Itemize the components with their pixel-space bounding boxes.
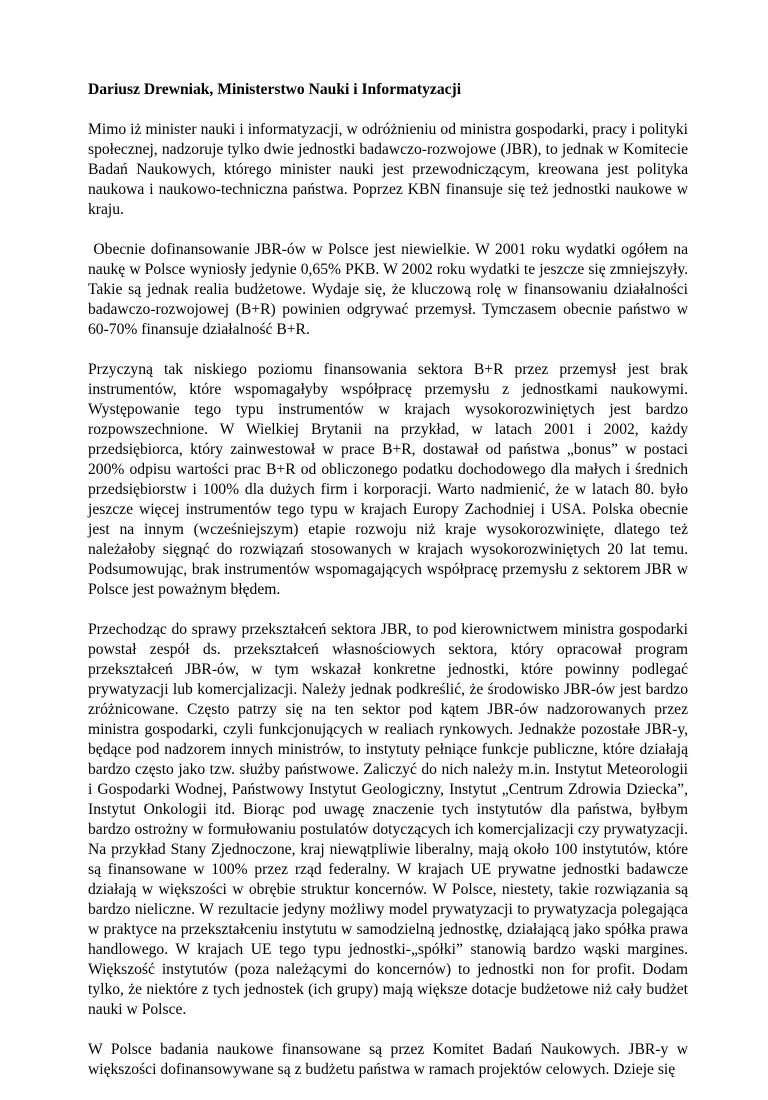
paragraph-5: W Polsce badania naukowe finansowane są przez Komitet Badań Naukowych. JBR-y w większości dofinansowywane są z budżetu państwa w ramach projektów celowych. Dzieje się bbox=[88, 1041, 688, 1078]
document-page bbox=[88, 80, 692, 1100]
paragraph-3: Przyczyną tak niskiego poziomu finansowania sektora B+R przez przemysł jest brak instrumentów, które wspomagałyby współpracę przemysłu z jednostkami naukowymi. Występowanie tego typu instrumentów w krajach wysokorozwiniętych jest bardzo rozpowszechnione. W Wielkiej Brytanii na przykład, w latach 2001 i 2002, każdy przedsiębiorca, który zainwestował w prace B+R, dostawał od państwa „bonus” w postaci 200% odpisu wartości prac B+R od obliczonego podatku dochodowego dla małych i średnich przedsiębiorstw i 100% dla dużych firm i korporacji. Warto nadmienić, że w latach 80. było jeszcze więcej instrumentów tego typu w krajach Europy Zachodniej i USA. Polska obecnie jest na innym (wcześniejszym) etapie rozwoju niż kraje wysokorozwinięte, dlatego też należałoby sięgnąć do rozwiązań stosowanych w krajach wysokorozwiniętych 20 lat temu. Podsumowując, brak instrumentów wspomagających współpracę przemysłu z sektorem JBR w Polsce jest poważnym błędem. bbox=[88, 361, 688, 598]
paragraph-4: Przechodząc do sprawy przekształceń sektora JBR, to pod kierownictwem ministra gospodarki powstał zespół ds. przekształceń własnościowych sektora, który opracował program przekształceń JBR-ów, w tym wskazał konkretne jednostki, które powinny podlegać prywatyzacji lub komercjalizacji. Należy jednak podkreślić, że środowisko JBR-ów jest bardzo zróżnicowane. Często patrzy się na ten sektor pod kątem JBR-ów nadzorowanych przez ministra gospodarki, czyli funkcjonujących w realiach rynkowych. Jednakże pozostałe JBR-y, będące pod nadzorem innych ministrów, to instytuty pełniące funkcje publiczne, które działają bardzo często jako tzw. służby państwowe. Zaliczyć do nich należy m.in. Instytut Meteorologii i Gospodarki Wodnej, Państwowy Instytut Geologiczny, Instytut „Centrum Zdrowia Dziecka”, Instytut Onkologii itd. Biorąc pod uwagę znaczenie tych instytutów dla państwa, byłbym bardzo ostrożny w formułowaniu postulatów dotyczących ich komercjalizacji czy prywatyzacji. Na przykład Stany Zjednoczone, kraj niewątpliwie liberalny, mają około 100 instytutów, które są finansowane w 100% przez rząd federalny. W krajach UE prywatne jednostki badawcze działają w większości w obrębie struktur koncernów. W Polsce, niestety, takie rozwiązania są bardzo nieliczne. W rezultacie jedyny możliwy model prywatyzacji to prywatyzacja polegająca w praktyce na przekształceniu instytutu w samodzielną jednostkę, działającą jako spółka prawa handlowego. W krajach UE tego typu jednostki-„spółki” stanowią bardzo wąski margines. Większość instytutów (poza należącymi do koncernów) to jednostki non for profit. Dodam tylko, że niektóre z tych jednostek (ich grupy) mają większe dotacje budżetowe niż cały budżet nauki w Polsce. bbox=[88, 621, 688, 1018]
paragraph-1: Mimo iż minister nauki i informatyzacji, w odróżnieniu od ministra gospodarki, pracy i polityki społecznej, nadzoruje tylko dwie jednostki badawczo-rozwojowe (JBR), to jednak w Komitecie Badań Naukowych, którego minister nauki jest przewodniczącym, kreowana jest polityka naukowa i naukowo-techniczna państwa. Poprzez KBN finansuje się też jednostki naukowe w kraju. bbox=[88, 121, 688, 218]
paragraph-2: Obecnie dofinansowanie JBR-ów w Polsce jest niewielkie. W 2001 roku wydatki ogółem na naukę w Polsce wyniosły jedynie 0,65% PKB. W 2002 roku wydatki te jeszcze się zmniejszyły. Takie są jednak realia budżetowe. Wydaje się, że kluczową rolę w finansowaniu działalności badawczo-rozwojowej (B+R) powinien odgrywać przemysł. Tymczasem obecnie państwo w 60-70% finansuje działalność B+R. bbox=[88, 241, 692, 338]
author-heading: Dariusz Drewniak, Ministerstwo Nauki i Informatyzacji bbox=[88, 81, 462, 98]
